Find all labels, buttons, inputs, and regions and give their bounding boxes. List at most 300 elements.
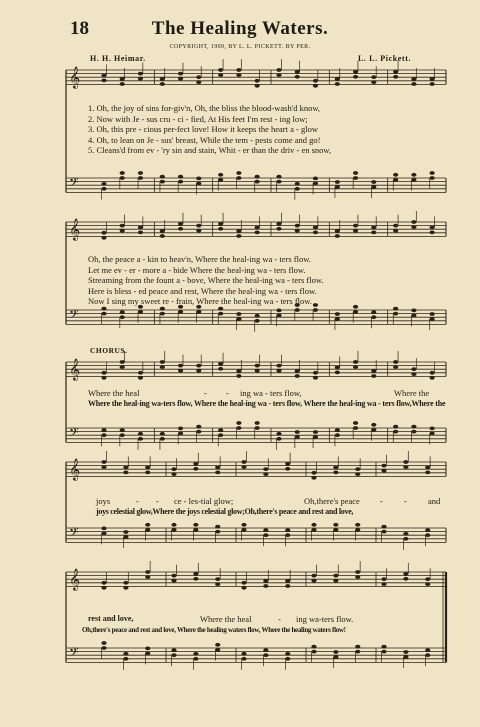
chorus-label: CHORUS.: [90, 346, 128, 355]
note-head: [196, 177, 201, 181]
note-head: [255, 180, 260, 184]
note-head: [381, 525, 386, 529]
note-head: [353, 75, 358, 79]
note-head: [255, 314, 260, 318]
note-head: [371, 310, 376, 314]
note-head: [215, 525, 220, 529]
note-head: [160, 175, 165, 179]
note-head: [101, 641, 106, 645]
chorus-lyric: -: [204, 388, 207, 398]
note-head: [215, 648, 220, 652]
note-head: [393, 365, 398, 369]
note-head: [236, 234, 241, 238]
note-head: [285, 584, 290, 588]
note-head: [393, 229, 398, 233]
treble-clef-icon: 𝄞: [69, 66, 81, 89]
note-head: [295, 430, 300, 434]
note-head: [285, 467, 290, 471]
note-head: [101, 460, 106, 464]
note-head: [120, 315, 125, 319]
note-head: [236, 171, 241, 175]
chorus-lyric-alto: Where the heal-ing wa-ters flow, Where the heal-ing wa - ters flow, Where the heal-ing wa - ters flow,Where the: [88, 399, 446, 408]
note-head: [218, 433, 223, 437]
note-head: [411, 309, 416, 313]
note-head: [285, 533, 290, 537]
chorus-lyric-alto: Oh,there's peace and rest and love, Where the healing waters flow, Where the healing waters flow!: [82, 626, 346, 634]
note-head: [236, 176, 241, 180]
note-head: [101, 236, 106, 240]
note-head: [160, 77, 165, 81]
chorus-lyric: -: [226, 388, 229, 398]
treble-clef-icon: 𝄞: [69, 218, 81, 241]
note-head: [355, 645, 360, 649]
note-head: [353, 224, 358, 228]
note-head: [276, 369, 281, 373]
note-head: [276, 68, 281, 72]
note-head: [101, 376, 106, 380]
note-head: [313, 177, 318, 181]
note-head: [123, 535, 128, 539]
note-head: [355, 570, 360, 574]
note-head: [123, 466, 128, 470]
note-head: [101, 532, 106, 536]
note-head: [425, 582, 430, 586]
note-head: [411, 82, 416, 86]
note-head: [285, 462, 290, 466]
note-head: [313, 182, 318, 186]
note-head: [430, 171, 435, 175]
note-head: [145, 528, 150, 532]
note-head: [295, 187, 300, 191]
note-head: [335, 229, 340, 233]
note-head: [196, 224, 201, 228]
note-head: [138, 176, 143, 180]
treble-clef-icon: 𝄞: [69, 458, 81, 481]
note-head: [371, 374, 376, 378]
note-head: [276, 180, 281, 184]
lyric-line: Here is bless - ed peace and rest, Where the heal-ing wa - ters flow.: [88, 285, 317, 296]
note-head: [353, 70, 358, 74]
chorus-lyric: Where the: [394, 388, 430, 398]
note-head: [276, 73, 281, 77]
note-head: [255, 84, 260, 88]
note-head: [333, 466, 338, 470]
note-head: [196, 310, 201, 314]
note-head: [255, 369, 260, 373]
note-head: [311, 523, 316, 527]
note-head: [355, 472, 360, 476]
note-head: [263, 472, 268, 476]
note-head: [371, 75, 376, 79]
note-head: [160, 312, 165, 316]
note-head: [335, 428, 340, 432]
note-head: [255, 364, 260, 368]
note-head: [123, 530, 128, 534]
note-head: [120, 171, 125, 175]
note-head: [120, 82, 125, 86]
note-head: [295, 75, 300, 79]
chorus-lyric: -: [156, 496, 159, 506]
note-head: [171, 653, 176, 657]
chorus-lyric: -: [278, 614, 281, 624]
note-head: [218, 173, 223, 177]
note-head: [430, 371, 435, 375]
note-head: [353, 229, 358, 233]
note-head: [138, 231, 143, 235]
note-head: [171, 472, 176, 476]
treble-clef-icon: 𝄞: [69, 358, 81, 381]
note-head: [353, 171, 358, 175]
note-head: [335, 77, 340, 81]
note-head: [353, 365, 358, 369]
note-head: [263, 533, 268, 537]
note-head: [145, 652, 150, 656]
chorus-lyric: ing wa-ters flow.: [296, 614, 354, 624]
note-head: [355, 523, 360, 527]
note-head: [263, 467, 268, 471]
note-head: [138, 371, 143, 375]
note-head: [138, 226, 143, 230]
note-head: [393, 312, 398, 316]
note-head: [425, 653, 430, 657]
note-head: [236, 312, 241, 316]
note-head: [178, 180, 183, 184]
note-head: [255, 421, 260, 425]
note-head: [138, 432, 143, 436]
note-head: [393, 425, 398, 429]
note-head: [353, 426, 358, 430]
note-head: [255, 231, 260, 235]
note-head: [430, 317, 435, 321]
note-head: [276, 222, 281, 226]
note-head: [425, 528, 430, 532]
note-head: [381, 577, 386, 581]
note-head: [263, 648, 268, 652]
note-head: [355, 650, 360, 654]
note-head: [403, 465, 408, 469]
note-head: [101, 586, 106, 590]
note-head: [193, 572, 198, 576]
note-head: [371, 226, 376, 230]
note-head: [101, 74, 106, 78]
note-head: [236, 317, 241, 321]
bass-clef-icon: 𝄢: [69, 306, 79, 325]
note-head: [193, 462, 198, 466]
note-head: [145, 647, 150, 651]
note-head: [160, 307, 165, 311]
note-head: [393, 70, 398, 74]
note-head: [353, 176, 358, 180]
note-head: [145, 575, 150, 579]
chorus-lyric-alto: joys celestial glow,Where the joys celestial glow;Oh,there's peace and rest and love,: [96, 507, 354, 516]
note-head: [276, 314, 281, 318]
note-head: [101, 428, 106, 432]
note-head: [138, 72, 143, 76]
chorus-lyric: Where the heal: [200, 614, 252, 624]
note-head: [196, 369, 201, 373]
note-head: [371, 423, 376, 427]
note-head: [101, 307, 106, 311]
note-head: [120, 365, 125, 369]
note-head: [393, 430, 398, 434]
note-head: [160, 437, 165, 441]
note-head: [241, 528, 246, 532]
note-head: [123, 581, 128, 585]
note-head: [145, 466, 150, 470]
note-head: [276, 175, 281, 179]
note-head: [178, 369, 183, 373]
note-head: [381, 645, 386, 649]
note-head: [178, 432, 183, 436]
note-head: [196, 182, 201, 186]
note-head: [138, 376, 143, 380]
note-head: [236, 374, 241, 378]
note-head: [138, 310, 143, 314]
note-head: [218, 312, 223, 316]
note-head: [196, 364, 201, 368]
page-number: 18: [70, 18, 89, 39]
note-head: [171, 467, 176, 471]
lyric-line: Let me ev - er - more a - bide Where the heal-ing wa - ters flow.: [88, 264, 306, 275]
note-head: [411, 77, 416, 81]
note-head: [236, 229, 241, 233]
note-head: [411, 178, 416, 182]
chorus-lyric: -: [380, 496, 383, 506]
note-head: [171, 579, 176, 583]
note-head: [193, 528, 198, 532]
note-head: [403, 577, 408, 581]
note-head: [335, 185, 340, 189]
note-head: [101, 312, 106, 316]
note-head: [393, 224, 398, 228]
note-head: [411, 372, 416, 376]
note-head: [241, 586, 246, 590]
note-head: [193, 652, 198, 656]
note-head: [403, 655, 408, 659]
note-head: [313, 84, 318, 88]
note-head: [371, 180, 376, 184]
note-head: [101, 371, 106, 375]
note-head: [313, 226, 318, 230]
note-head: [160, 432, 165, 436]
note-head: [101, 527, 106, 531]
note-head: [353, 310, 358, 314]
note-head: [101, 581, 106, 585]
note-head: [430, 427, 435, 431]
note-head: [430, 82, 435, 86]
note-head: [311, 579, 316, 583]
note-head: [313, 371, 318, 375]
note-head: [120, 224, 125, 228]
note-head: [276, 364, 281, 368]
note-head: [371, 428, 376, 432]
note-head: [430, 376, 435, 380]
chorus-lyric: -: [136, 496, 139, 506]
note-head: [255, 226, 260, 230]
note-head: [145, 570, 150, 574]
note-head: [145, 523, 150, 527]
note-head: [178, 427, 183, 431]
note-head: [178, 77, 183, 81]
note-head: [425, 466, 430, 470]
note-head: [430, 77, 435, 81]
note-head: [218, 68, 223, 72]
note-head: [218, 222, 223, 226]
note-head: [311, 471, 316, 475]
note-head: [381, 530, 386, 534]
note-head: [171, 574, 176, 578]
note-head: [171, 523, 176, 527]
note-head: [263, 579, 268, 583]
note-head: [255, 426, 260, 430]
lyric-line: 5. Cleans'd from ev - 'ry sin and stain, Whit - er than the driv - en snow,: [88, 145, 332, 156]
treble-clef-icon: 𝄞: [69, 568, 81, 591]
note-head: [236, 73, 241, 77]
chorus-lyric: joys: [96, 496, 111, 506]
note-head: [295, 374, 300, 378]
note-head: [371, 80, 376, 84]
note-head: [430, 226, 435, 230]
note-head: [430, 176, 435, 180]
note-head: [393, 307, 398, 311]
note-head: [335, 180, 340, 184]
note-head: [295, 308, 300, 312]
note-head: [241, 581, 246, 585]
note-head: [120, 428, 125, 432]
note-head: [236, 68, 241, 72]
note-head: [236, 426, 241, 430]
note-head: [101, 465, 106, 469]
note-head: [285, 528, 290, 532]
note-head: [276, 309, 281, 313]
note-head: [120, 229, 125, 233]
note-head: [218, 367, 223, 371]
note-head: [313, 376, 318, 380]
note-head: [393, 173, 398, 177]
note-head: [393, 75, 398, 79]
note-head: [355, 575, 360, 579]
note-head: [333, 528, 338, 532]
note-head: [355, 467, 360, 471]
note-head: [263, 528, 268, 532]
note-head: [371, 369, 376, 373]
lyric-line: Streaming from the fount a - bove, Where the heal-ing wa - ters flow.: [88, 275, 324, 286]
note-head: [215, 466, 220, 470]
note-head: [353, 421, 358, 425]
note-head: [138, 437, 143, 441]
note-head: [193, 577, 198, 581]
verse-lyrics-system-2: [88, 254, 448, 307]
note-head: [218, 178, 223, 182]
note-head: [215, 577, 220, 581]
note-head: [295, 224, 300, 228]
note-head: [295, 182, 300, 186]
note-head: [215, 582, 220, 586]
chorus-lyric: ing wa - ters flow,: [240, 388, 302, 398]
note-head: [285, 657, 290, 661]
note-head: [255, 319, 260, 323]
note-head: [335, 433, 340, 437]
note-head: [335, 371, 340, 375]
note-head: [263, 584, 268, 588]
note-head: [313, 308, 318, 312]
note-head: [171, 528, 176, 532]
note-head: [178, 72, 183, 76]
note-head: [255, 175, 260, 179]
note-head: [120, 176, 125, 180]
note-head: [120, 77, 125, 81]
note-head: [101, 433, 106, 437]
note-head: [430, 231, 435, 235]
note-head: [263, 653, 268, 657]
note-head: [276, 437, 281, 441]
note-head: [171, 648, 176, 652]
note-head: [241, 652, 246, 656]
note-head: [335, 317, 340, 321]
note-head: [311, 645, 316, 649]
note-head: [215, 530, 220, 534]
note-head: [178, 175, 183, 179]
note-head: [411, 220, 416, 224]
note-head: [138, 77, 143, 81]
note-head: [403, 532, 408, 536]
note-head: [196, 80, 201, 84]
chorus-lyric: rest and love,: [88, 614, 134, 623]
note-head: [311, 574, 316, 578]
note-head: [241, 523, 246, 527]
lyricist-credit: H. H. Heimar.: [90, 54, 146, 63]
note-head: [381, 469, 386, 473]
note-head: [178, 227, 183, 231]
note-head: [295, 70, 300, 74]
note-head: [311, 528, 316, 532]
note-head: [295, 369, 300, 373]
bass-clef-icon: 𝄢: [69, 524, 79, 543]
note-head: [123, 586, 128, 590]
chorus-lyric: Where the heal: [88, 388, 140, 398]
verse-lyrics-system-1: [88, 103, 448, 156]
copyright-notice: COPYRIGHT, 1909, BY L. L. PICKETT. BY PER.: [169, 44, 311, 50]
note-head: [276, 432, 281, 436]
note-head: [120, 433, 125, 437]
note-head: [241, 460, 246, 464]
note-head: [425, 471, 430, 475]
note-head: [333, 655, 338, 659]
chorus-lyric: Oh,there's peace: [304, 496, 360, 506]
note-head: [285, 579, 290, 583]
note-head: [333, 650, 338, 654]
note-head: [411, 425, 416, 429]
note-head: [101, 646, 106, 650]
note-head: [101, 79, 106, 83]
note-head: [218, 307, 223, 311]
note-head: [215, 643, 220, 647]
lyric-line: 1. Oh, the joy of sins for-giv'n, Oh, the bliss the blood-wash'd know,: [88, 103, 321, 113]
note-head: [355, 528, 360, 532]
note-head: [120, 310, 125, 314]
note-head: [241, 657, 246, 661]
note-head: [333, 574, 338, 578]
note-head: [393, 178, 398, 182]
note-head: [411, 314, 416, 318]
note-head: [313, 430, 318, 434]
note-head: [313, 79, 318, 83]
note-head: [215, 471, 220, 475]
note-head: [295, 229, 300, 233]
note-head: [313, 435, 318, 439]
lyric-line: Oh, the peace a - kin to heav'n, Where the heal-ing wa - ters flow.: [88, 254, 311, 264]
note-head: [101, 231, 106, 235]
